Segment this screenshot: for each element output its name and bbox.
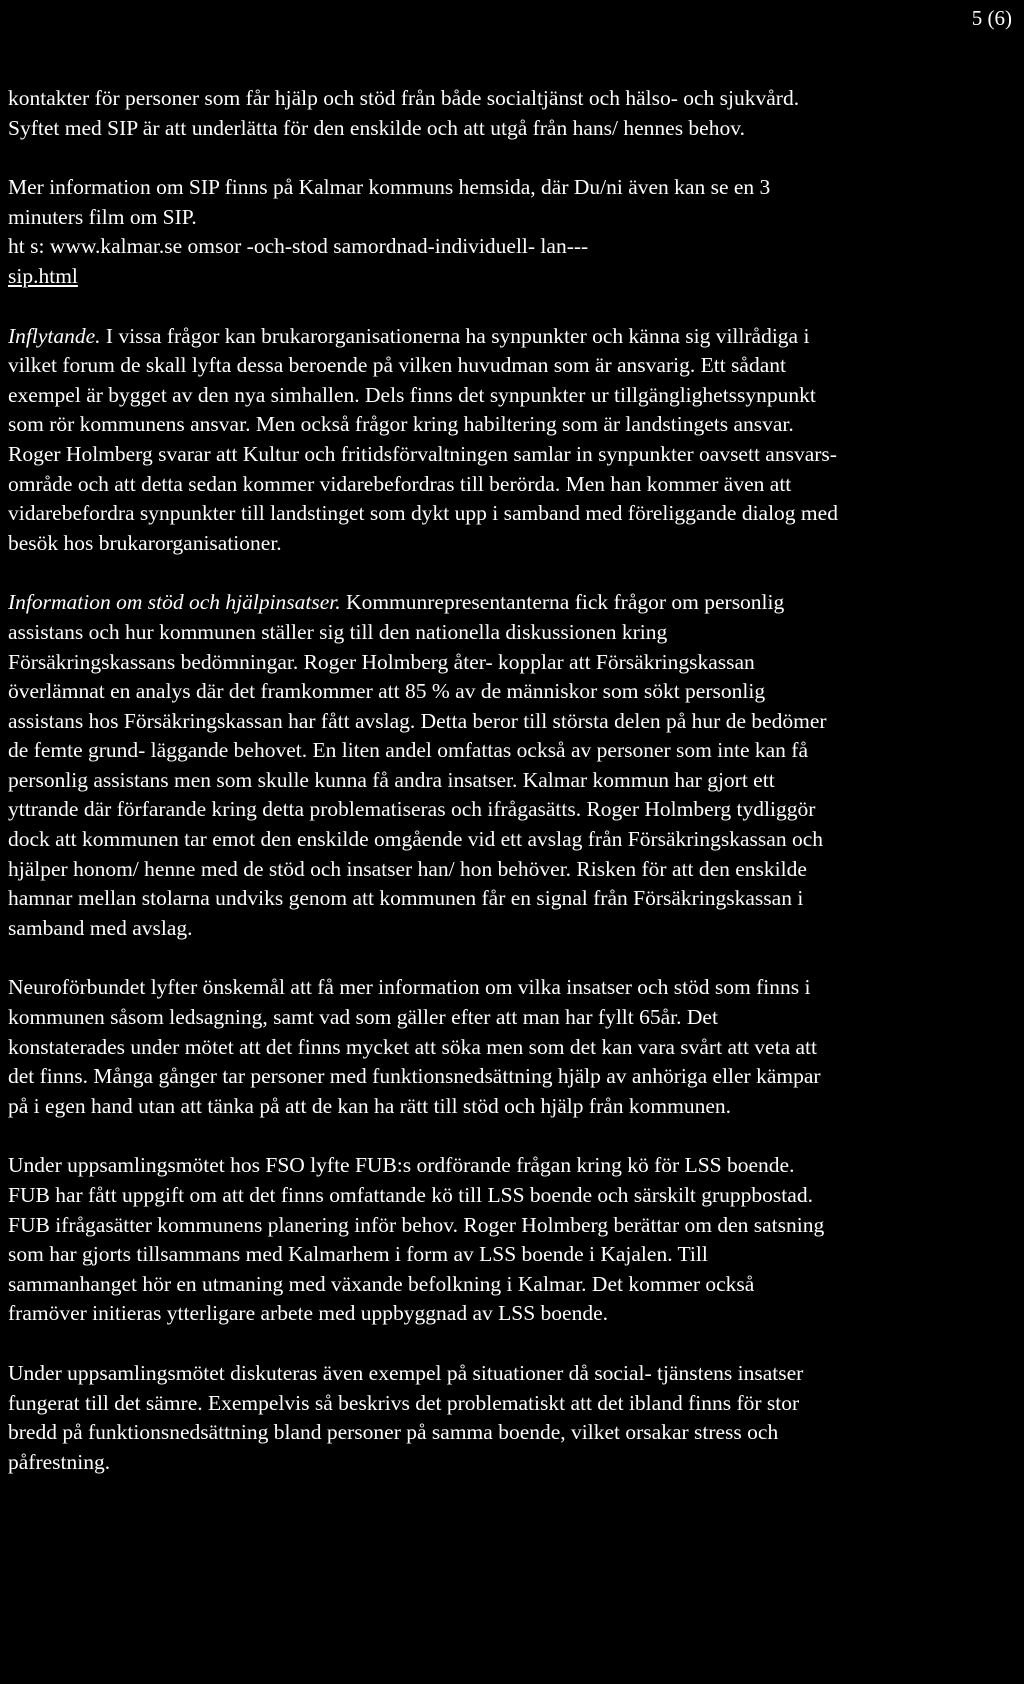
sip-url-line: ht s: www.kalmar.se omsor -och-stod samordnad-individuell- lan---: [8, 234, 589, 259]
document-body: [8, 84, 838, 1507]
sip-url-link[interactable]: sip.html: [8, 263, 78, 288]
inflytande-text: I vissa frågor kan brukarorganisationerna ha synpunkter och känna sig villrådiga i vilket forum de skall lyfta dessa beroende på vilken huvudman som är ansvarig. Ett sådant exempel är bygget av den nya simhallen. Dels finns det synpunkter ur tillgänglighetssynpunkt som rör kommunens ansvar. Men också frågor kring habiltering som är landstingets ansvar. Roger Holmberg svarar att Kultur och fritidsförvaltningen samlar in synpunkter oavsett ansvars- område och att detta sedan kommer vidarebefordras till berörda. Men han kommer även att vidarebefordra synpunkter till landstinget som dykt upp i samband med föreliggande dialog med besök hos brukarorganisationer.: [8, 323, 838, 555]
paragraph-lss-boende: Under uppsamlingsmötet hos FSO lyfte FUB:s ordförande frågan kring kö för LSS boende. FUB har fått uppgift om att det finns omfattande kö till LSS boende och särskilt gruppbostad. FUB ifrågasätter kommunens planering inför behov. Roger Holmberg berättar om den satsning som har gjorts tillsammans med Kalmarhem i form av LSS boende i Kajalen. Till sammanhanget hör en utmaning med växande befolkning i Kalmar. Det kommer också framöver initieras ytterligare arbete med uppbyggnad av LSS boende.: [8, 1153, 825, 1326]
paragraph-sip-info: Mer information om SIP finns på Kalmar kommuns hemsida, där Du/ni även kan se en 3 minuters film om SIP.: [8, 175, 771, 229]
page-number: 5 (6): [971, 6, 1012, 30]
paragraph-socialtjanst: Under uppsamlingsmötet diskuteras även exempel på situationer då social- tjänstens insatser fungerat till det sämre. Exempelvis så beskrivs det problematiskt att det ibland finns för stor bredd på funktionsnedsättning bland personer på samma boende, vilket orsakar stress och påfrestning.: [8, 1360, 804, 1474]
information-stod-text: Kommunrepresentanterna fick frågor om personlig assistans och hur kommunen ställer sig till den nationella diskussionen kring Försäkringskassans bedömningar. Roger Holmberg åter- kopplar att Försäkringskassan överlämnat en analys där det framkommer att 85 % av de människor som sökt personlig assistans hos Försäkringskassan har fått avslag. Detta beror till största delen på hur de bedömer de femte grund- läggande behovet. En liten andel omfattas också av personer som inte kan få personlig assistans men som skulle kunna få andra insatser. Kalmar kommun har gjort ett yttrande där förfarande kring detta problematiseras och ifrågasätts. Roger Holmberg tydliggör dock att kommunen tar emot den enskilde omgående vid ett avslag från Försäkringskassan och hjälper honom/ henne med de stöd och insatser han/ hon behöver. Risken för att den enskilde hamnar mellan stolarna undviks genom att kommunen får en signal från Försäkringskassan i samband med avslag.: [8, 590, 827, 940]
inflytande-heading: Inflytande.: [8, 323, 101, 348]
paragraph-inflytande: [8, 322, 838, 559]
paragraph-sip-intro: kontakter för personer som får hjälp och stöd från både socialtjänst och hälso- och sjukvård. Syftet med SIP är att underlätta för den enskilde och att utgå från hans/ hennes behov.: [8, 86, 800, 140]
information-stod-heading: Information om stöd och hjälpinsatser.: [8, 590, 341, 615]
paragraph-information-stod: [8, 588, 838, 943]
paragraph-neuroforbundet: Neuroförbundet lyfter önskemål att få mer information om vilka insatser och stöd som finns i kommunen såsom ledsagning, samt vad som gäller efter att man har fyllt 65år. Det konstaterades under mötet att det finns mycket att söka men som det kan vara svårt att veta att det finns. Många gånger tar personer med funktionsnedsättning hjälp av anhöriga eller kämpar på i egen hand utan att tänka på att de kan ha rätt till stöd och hjälp från kommunen.: [8, 975, 821, 1118]
